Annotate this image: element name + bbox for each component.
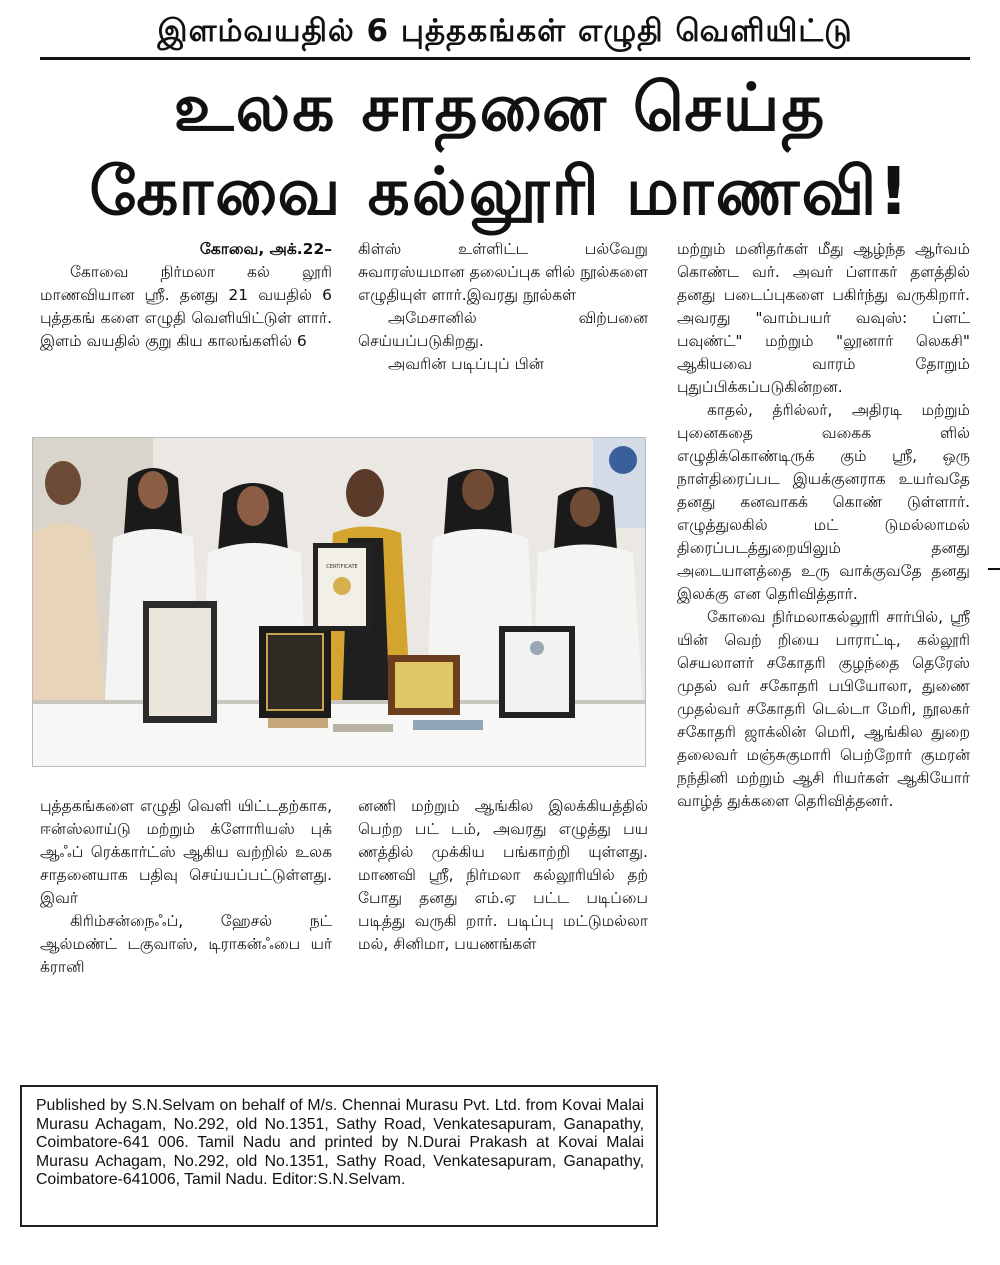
kicker-headline: இளம்வயதில் 6 புத்தகங்கள் எழுதி வெளியிட்டு <box>157 13 853 49</box>
paragraph: கோவை நிர்மலாகல்லூரி சார்பில், ஸ்ரீ யின் வெற் றியை பாராட்டி, கல்லூரி செயலாளர் சகோதரி குழந்தை தெரேஸ் முதல் வர் சகோதரி பபியோலா, துணை முதல்வர் சகோதரி டெல்டா மேரி, நூலகர் சகோதரி ஜாக்லின் மெரி, ஆங்கில துறை தலைவர் மஞ்சுகுமாரி பெற்றோர் குமரன் நந்தினி மற்றும் ஆசி ரியர்கள் ஆகியோர் வாழ்த் துக்களை தெரிவித்தனர். <box>677 608 970 810</box>
paragraph: புத்தகங்களை எழுதி வெளி யிட்டதற்காக, ஈன்ஸ்லாய்டு மற்றும் க்ளோரியஸ் புக் ஆஃப் ரெக்கார்ட்ஸ் ஆகிய வற்றில் உலக சாதனையாக பதிவு செய்யப்பட்டுள்ளது. இவர் <box>40 797 332 907</box>
paragraph: அவரின் படிப்புப் பின் <box>388 355 544 373</box>
paragraph: னணி மற்றும் ஆங்கில இலக்கியத்தில் பெற்ற பட் டம், அவரது எழுத்து பய ணத்தில் முக்கிய பங்காற்றி யுள்ளது. மாணவி ஸ்ரீ, நிர்மலா கல்லூரியில் தற் போது தனது எம்.ஏ பட்ட படிப்பை படித்து வருகி றார். படிப்பு மட்டுமல்லா மல், சினிமா, பயணங்கள் <box>358 797 648 953</box>
margin-mark <box>988 568 1000 570</box>
paragraph: அமேசானில் விற்பனை செய்யப்படுகிறது. <box>358 309 648 350</box>
column-1-bottom <box>40 795 332 979</box>
paragraph: கோவை நிர்மலா கல் லூரி மாணவியான ஸ்ரீ. தனது 21 வயதில் 6 புத்தகங் களை எழுதி வெளியிட்டுள் ளார். இளம் வயதில் குறு கிய காலங்களில் 6 <box>40 263 332 350</box>
dateline: கோவை, அக்.22– <box>199 240 332 258</box>
paragraph: கிள்ஸ் உள்ளிட்ட பல்வேறு சுவாரஸ்யமான தலைப்புக ளில் நூல்களை எழுதியுள் ளார்.இவரது நூல்கள் <box>358 240 648 304</box>
certificate-label: CERTIFICATE <box>326 564 358 570</box>
column-3 <box>677 238 970 813</box>
paragraph: காதல், த்ரில்லர், அதிரடி மற்றும் புனைகதை வகைக ளில் எழுதிக்கொண்டிருக் கும் ஸ்ரீ, ஒரு நாள்திரைப்பட இயக்குனராக உயர்வதே தனது கனவாகக் கொண் டுள்ளார். எழுத்துலகில் மட் டுமல்லாமல் திரைப்படத்துறையிலும் தனது அடையாளத்தை உரு வாக்குவதே தனது இலக்கு என தெரிவித்தார். <box>677 401 970 603</box>
headline-line-2: கோவை கல்லூரி மாணவி! <box>89 153 911 230</box>
column-2-top <box>358 238 648 376</box>
imprint-box: Published by S.N.Selvam on behalf of M/s. Chennai Murasu Pvt. Ltd. from Kovai Malai Murasu Achagam, No.292, old No.1351, Sathy Road, Venkatesapuram, Ganapathy, Coimbatore-641 006. Tamil Nadu and printed by N.Durai Prakash at Kovai Malai Murasu Achagam, No.292, old No.1351, Sathy Road, Venkatesapuram, Ganapathy, Coimbatore-641006, Tamil Nadu. Editor:S.N.Selvam. <box>20 1085 658 1227</box>
paragraph: மற்றும் மனிதர்கள் மீது ஆழ்ந்த ஆர்வம் கொண்ட வர். அவர் ப்ளாகர் தளத்தில் தனது படைப்புகளை பகிர்ந்து வருகிறார். அவரது "வாம்பயர் வவுஸ்: ப்ளட் பவுண்ட்" மற்றும் "லூனார் லெகசி" ஆகியவை வாரம் தோறும் புதுப்பிக்கப்படுகின்றன. <box>677 240 970 396</box>
news-photo <box>32 437 646 767</box>
column-1-top <box>40 238 332 353</box>
headline-line-1: உலக சாதனை செய்த <box>173 69 827 146</box>
kicker-rule <box>40 57 970 60</box>
paragraph: கிரிம்சன்நைஃப், ஹேசல் நட் ஆல்மண்ட் டகுவாஸ், டிராகன்ஃபை யர் க்ரானி <box>40 912 332 976</box>
column-2-bottom <box>358 795 648 956</box>
